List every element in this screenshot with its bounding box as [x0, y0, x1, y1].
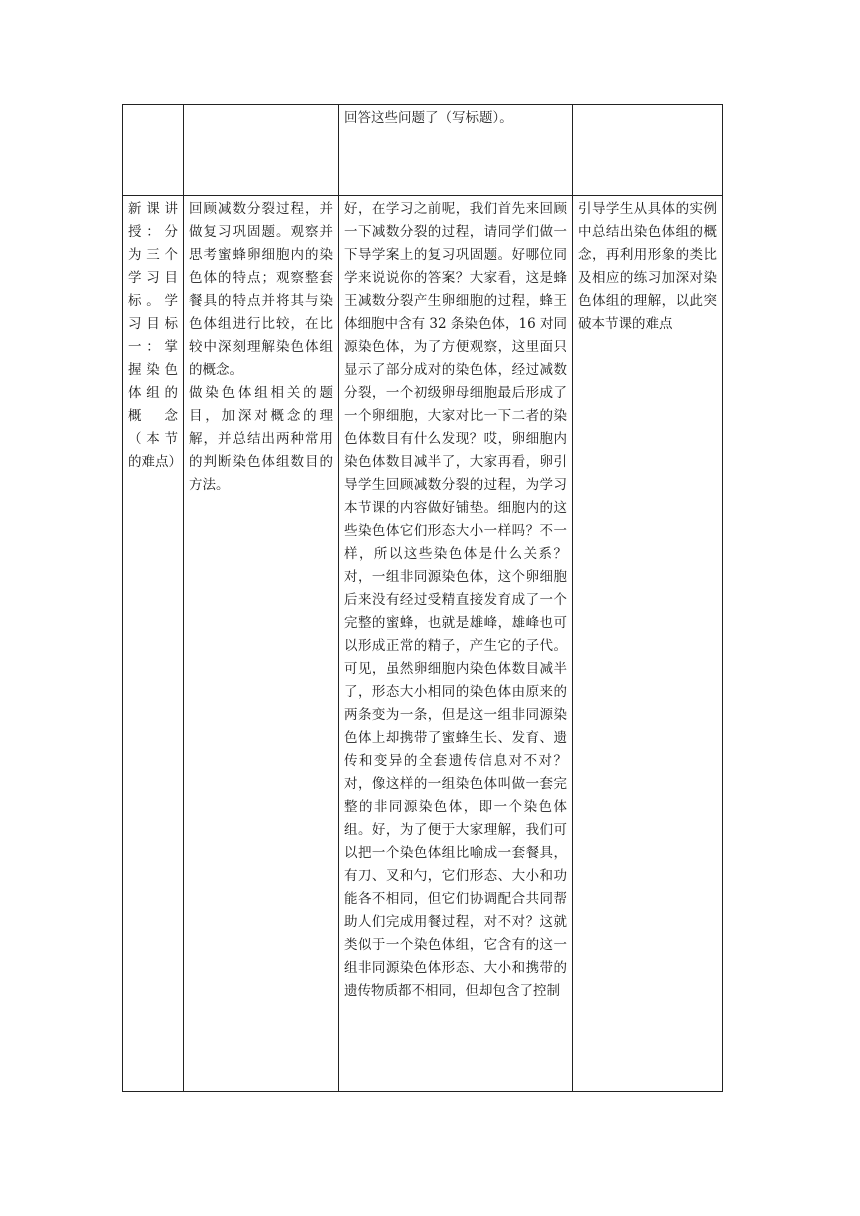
lesson-plan-table — [122, 104, 723, 1092]
table-row — [123, 105, 723, 196]
cell-design-intent: 引导学生从具体的实例中总结出染色体组的概念，再利用形象的类比及相应的练习加深对染色体组的理解，以此突破本节课的难点 — [573, 196, 723, 1092]
cell-teacher-activity: 回答这些问题了（写标题）。 — [339, 105, 573, 196]
cell-section: 新课讲授：分为三个学习目标。学习目标一：掌握染色体组的概念（本节的难点） — [123, 196, 184, 1092]
student-activity-paragraph: 回顾减数分裂过程，并做复习巩固题。观察并思考蜜蜂卵细胞内的染色体的特点；观察整套餐具的特点并将其与染色体组进行比较，在比较中深刻理解染色体组的概念。 — [189, 201, 333, 378]
table-row — [123, 196, 723, 1092]
cell-design-intent — [573, 105, 723, 196]
cell-section — [123, 105, 184, 196]
cell-student-activity — [184, 105, 339, 196]
cell-student-activity — [184, 196, 339, 1092]
cell-teacher-activity: 好，在学习之前呢，我们首先来回顾一下减数分裂的过程，请同学们做一下导学案上的复习巩固题。好哪位同学来说说你的答案？大家看，这是蜂王减数分裂产生卵细胞的过程，蜂王体细胞中含有 32 条染色体，16 对同源染色体，为了方便观察，这里面只显示了部分成对的染色体，经过减数分裂，一个初级卵母细胞最后形成了一个卵细胞，大家对比一下二者的染色体数目有什么发现？哎，卵细胞内染色体数目减半了，大家再看，卵引导学生回顾减数分裂的过程，为学习本节课的内容做好铺垫。细胞内的这些染色体它们形态大小一样吗？不一样，所以这些染色体是什么关系？对，一组非同源染色体，这个卵细胞后来没有经过受精直接发育成了一个完整的蜜蜂，也就是雄峰，雄峰也可以形成正常的精子，产生它的子代。可见，虽然卵细胞内染色体数目减半了，形态大小相同的染色体由原来的两条变为一条，但是这一组非同源染色体上却携带了蜜蜂生长、发育、遗传和变异的全套遗传信息对不对？对，像这样的一组染色体叫做一套完整的非同源染色体，即一个染色体组。好，为了便于大家理解，我们可以把一个染色体组比喻成一套餐具，有刀、叉和勺，它们形态、大小和功能各不相同，但它们协调配合共同帮助人们完成用餐过程，对不对？这就类似于一个染色体组，它含有的这一组非同源染色体形态、大小和携带的遗传物质都不相同，但却包含了控制 — [339, 196, 573, 1092]
student-activity-paragraph: 做染色体组相关的题目，加深对概念的理解，并总结出两种常用的判断染色体组数目的方法。 — [189, 385, 333, 493]
